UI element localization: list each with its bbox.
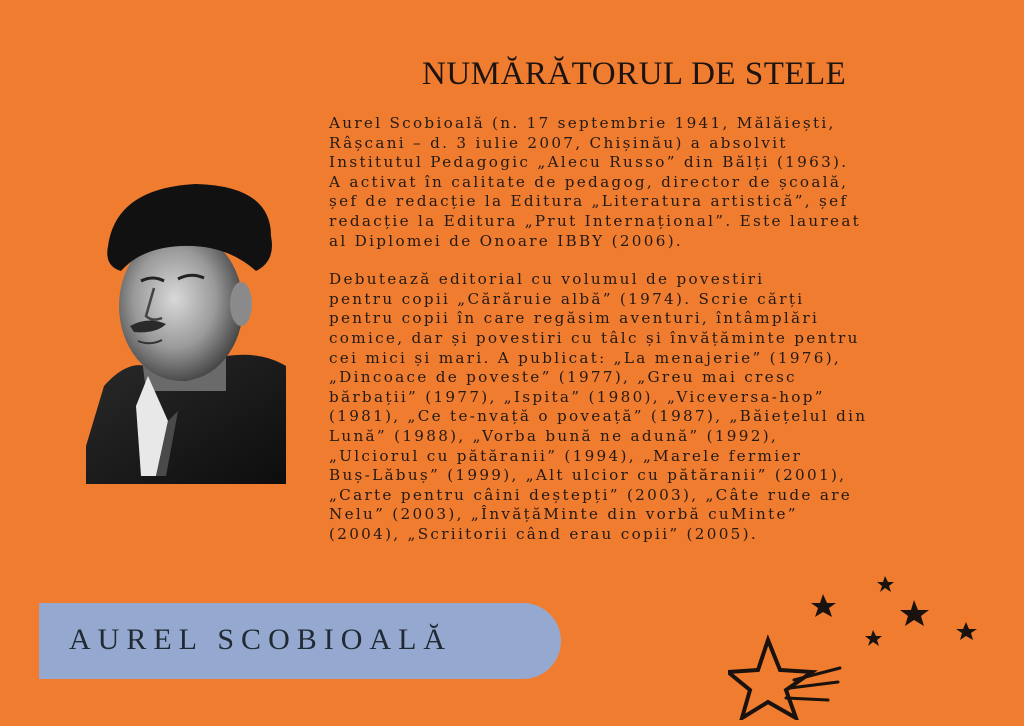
star-icon (900, 600, 929, 626)
page-title: NUMĂRĂTORUL DE STELE (422, 56, 847, 92)
star-icon (877, 576, 894, 592)
author-portrait-photo (86, 176, 286, 484)
star-icon (811, 594, 836, 617)
star-icon (865, 630, 882, 646)
star-icon (956, 622, 977, 640)
bio-paragraph-2: Debutează editorial cu volumul de povestiri pentru copii „Cărăruie albă” (1974). Scrie cărți pentru copii în care regăsim aventuri, întâmplări comice, dar și povestiri cu tâlc și învățăminte pentru cei mici și mari. A publicat: „La menajerie” (1976), „Dincoace de poveste” (1977), „Greu mai cresc bărbații” (1977), „Ispita” (1980), „Viceversa-hop” (1981), „Ce te-nvață o poveață” (1987), „Băiețelul din Lună” (1988), „Vorba bună ne adună” (1992), „Ulciorul cu pătăranii” (1994), „Marele fermier Buș-Lăbuș” (1999), „Alt ulcior cu pătăranii” (2001), „Carte pentru câini deștepți” (2003), „Câte rude are Nelu” (2003), „ÎnvățăMinte din vorbă cuMinte” (2004), „Scriitorii când erau copii” (2005). (329, 270, 868, 543)
biography-text (329, 114, 969, 544)
bio-paragraph-1: Aurel Scobioală (n. 17 septembrie 1941, Mălăiești, Râșcani – d. 3 iulie 2007, Chișinău) a absolvit Institutul Pedagogic „Alecu Russo” din Bălți (1963). A activat în calitate de pedagog, director de școală, șef de redacție la Editura „Literatura artistică”, șef redacție la Editura „Prut Internațional”. Este laureat al Diplomei de Onoare IBBY (2006). (329, 114, 862, 250)
author-name: AUREL SCOBIOALĂ (69, 623, 453, 656)
author-name-banner (39, 603, 561, 679)
stars-decoration (728, 570, 988, 720)
